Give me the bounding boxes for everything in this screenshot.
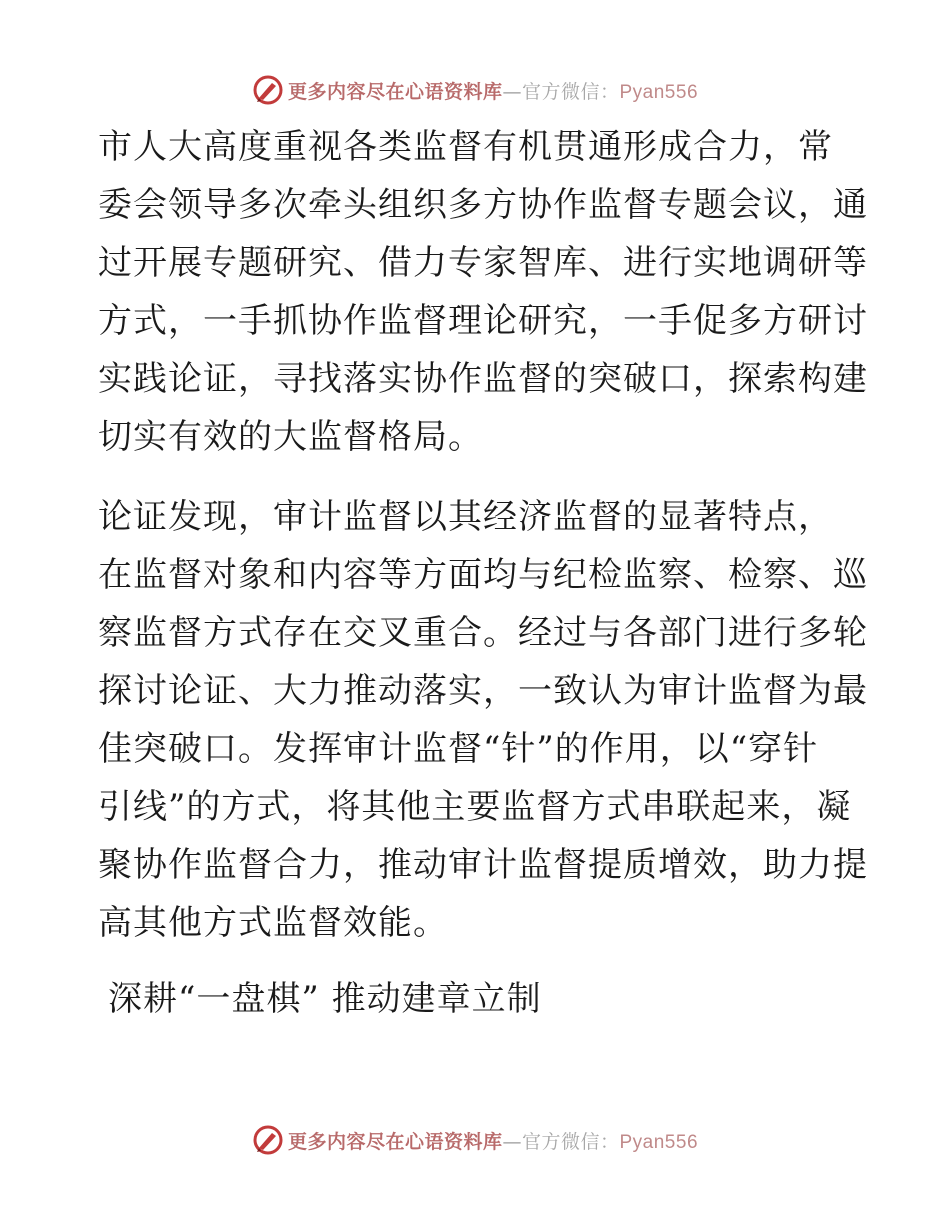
paragraph-line: 察监督方式存在交叉重合。经过与各部门进行多轮 [98, 613, 868, 653]
banner-wechat-id: Pyan556 [619, 81, 699, 103]
paragraph-line: 佳突破口。发挥审计监督“针”的作用，以“穿针 [98, 729, 819, 769]
paragraph-line: 方式，一手抓协作监督理论研究，一手促多方研讨 [98, 301, 868, 341]
section-heading-text: 深耕“一盘棋” 推动建章立制 [108, 979, 542, 1019]
footer-banner-text [288, 1127, 698, 1154]
banner-brand-text: 更多内容尽在心语资料库 [287, 80, 503, 103]
banner-brand-text: 更多内容尽在心语资料库 [287, 1130, 503, 1153]
banner-wechat-id: Pyan556 [619, 1131, 699, 1153]
paragraph-line: 探讨论证、大力推动落实，一致认为审计监督为最 [98, 671, 868, 711]
paragraph-line: 引线”的方式，将其他主要监督方式串联起来，凝 [98, 787, 852, 827]
banner-separator: — [502, 80, 522, 103]
header-banner [0, 70, 950, 110]
header-banner-text [288, 77, 698, 104]
banner-wechat-label: 官方微信： [521, 1130, 620, 1153]
paragraph-line: 切实有效的大监督格局。 [98, 417, 483, 457]
paragraph-line: 过开展专题研究、借力专家智库、进行实地调研等 [98, 243, 868, 283]
paragraph-1 [98, 118, 868, 466]
section-heading [98, 970, 858, 1028]
paragraph-2 [98, 488, 868, 952]
paragraph-line: 委会领导多次牵头组织多方协作监督专题会议，通 [98, 185, 868, 225]
paragraph-line: 高其他方式监督效能。 [98, 903, 448, 943]
paragraph-line: 论证发现，审计监督以其经济监督的显著特点， [98, 497, 833, 537]
red-pen-circle-logo-icon [252, 1124, 284, 1156]
red-pen-circle-logo-icon [252, 74, 284, 106]
paragraph-line: 市人大高度重视各类监督有机贯通形成合力，常 [98, 127, 833, 167]
banner-wechat-label: 官方微信： [521, 80, 620, 103]
document-body [98, 118, 868, 1028]
paragraph-line: 聚协作监督合力，推动审计监督提质增效，助力提 [98, 845, 868, 885]
paragraph-line: 实践论证，寻找落实协作监督的突破口，探索构建 [98, 359, 868, 399]
footer-banner [0, 1120, 950, 1160]
paragraph-line: 在监督对象和内容等方面均与纪检监察、检察、巡 [98, 555, 868, 595]
banner-separator: — [502, 1130, 522, 1153]
